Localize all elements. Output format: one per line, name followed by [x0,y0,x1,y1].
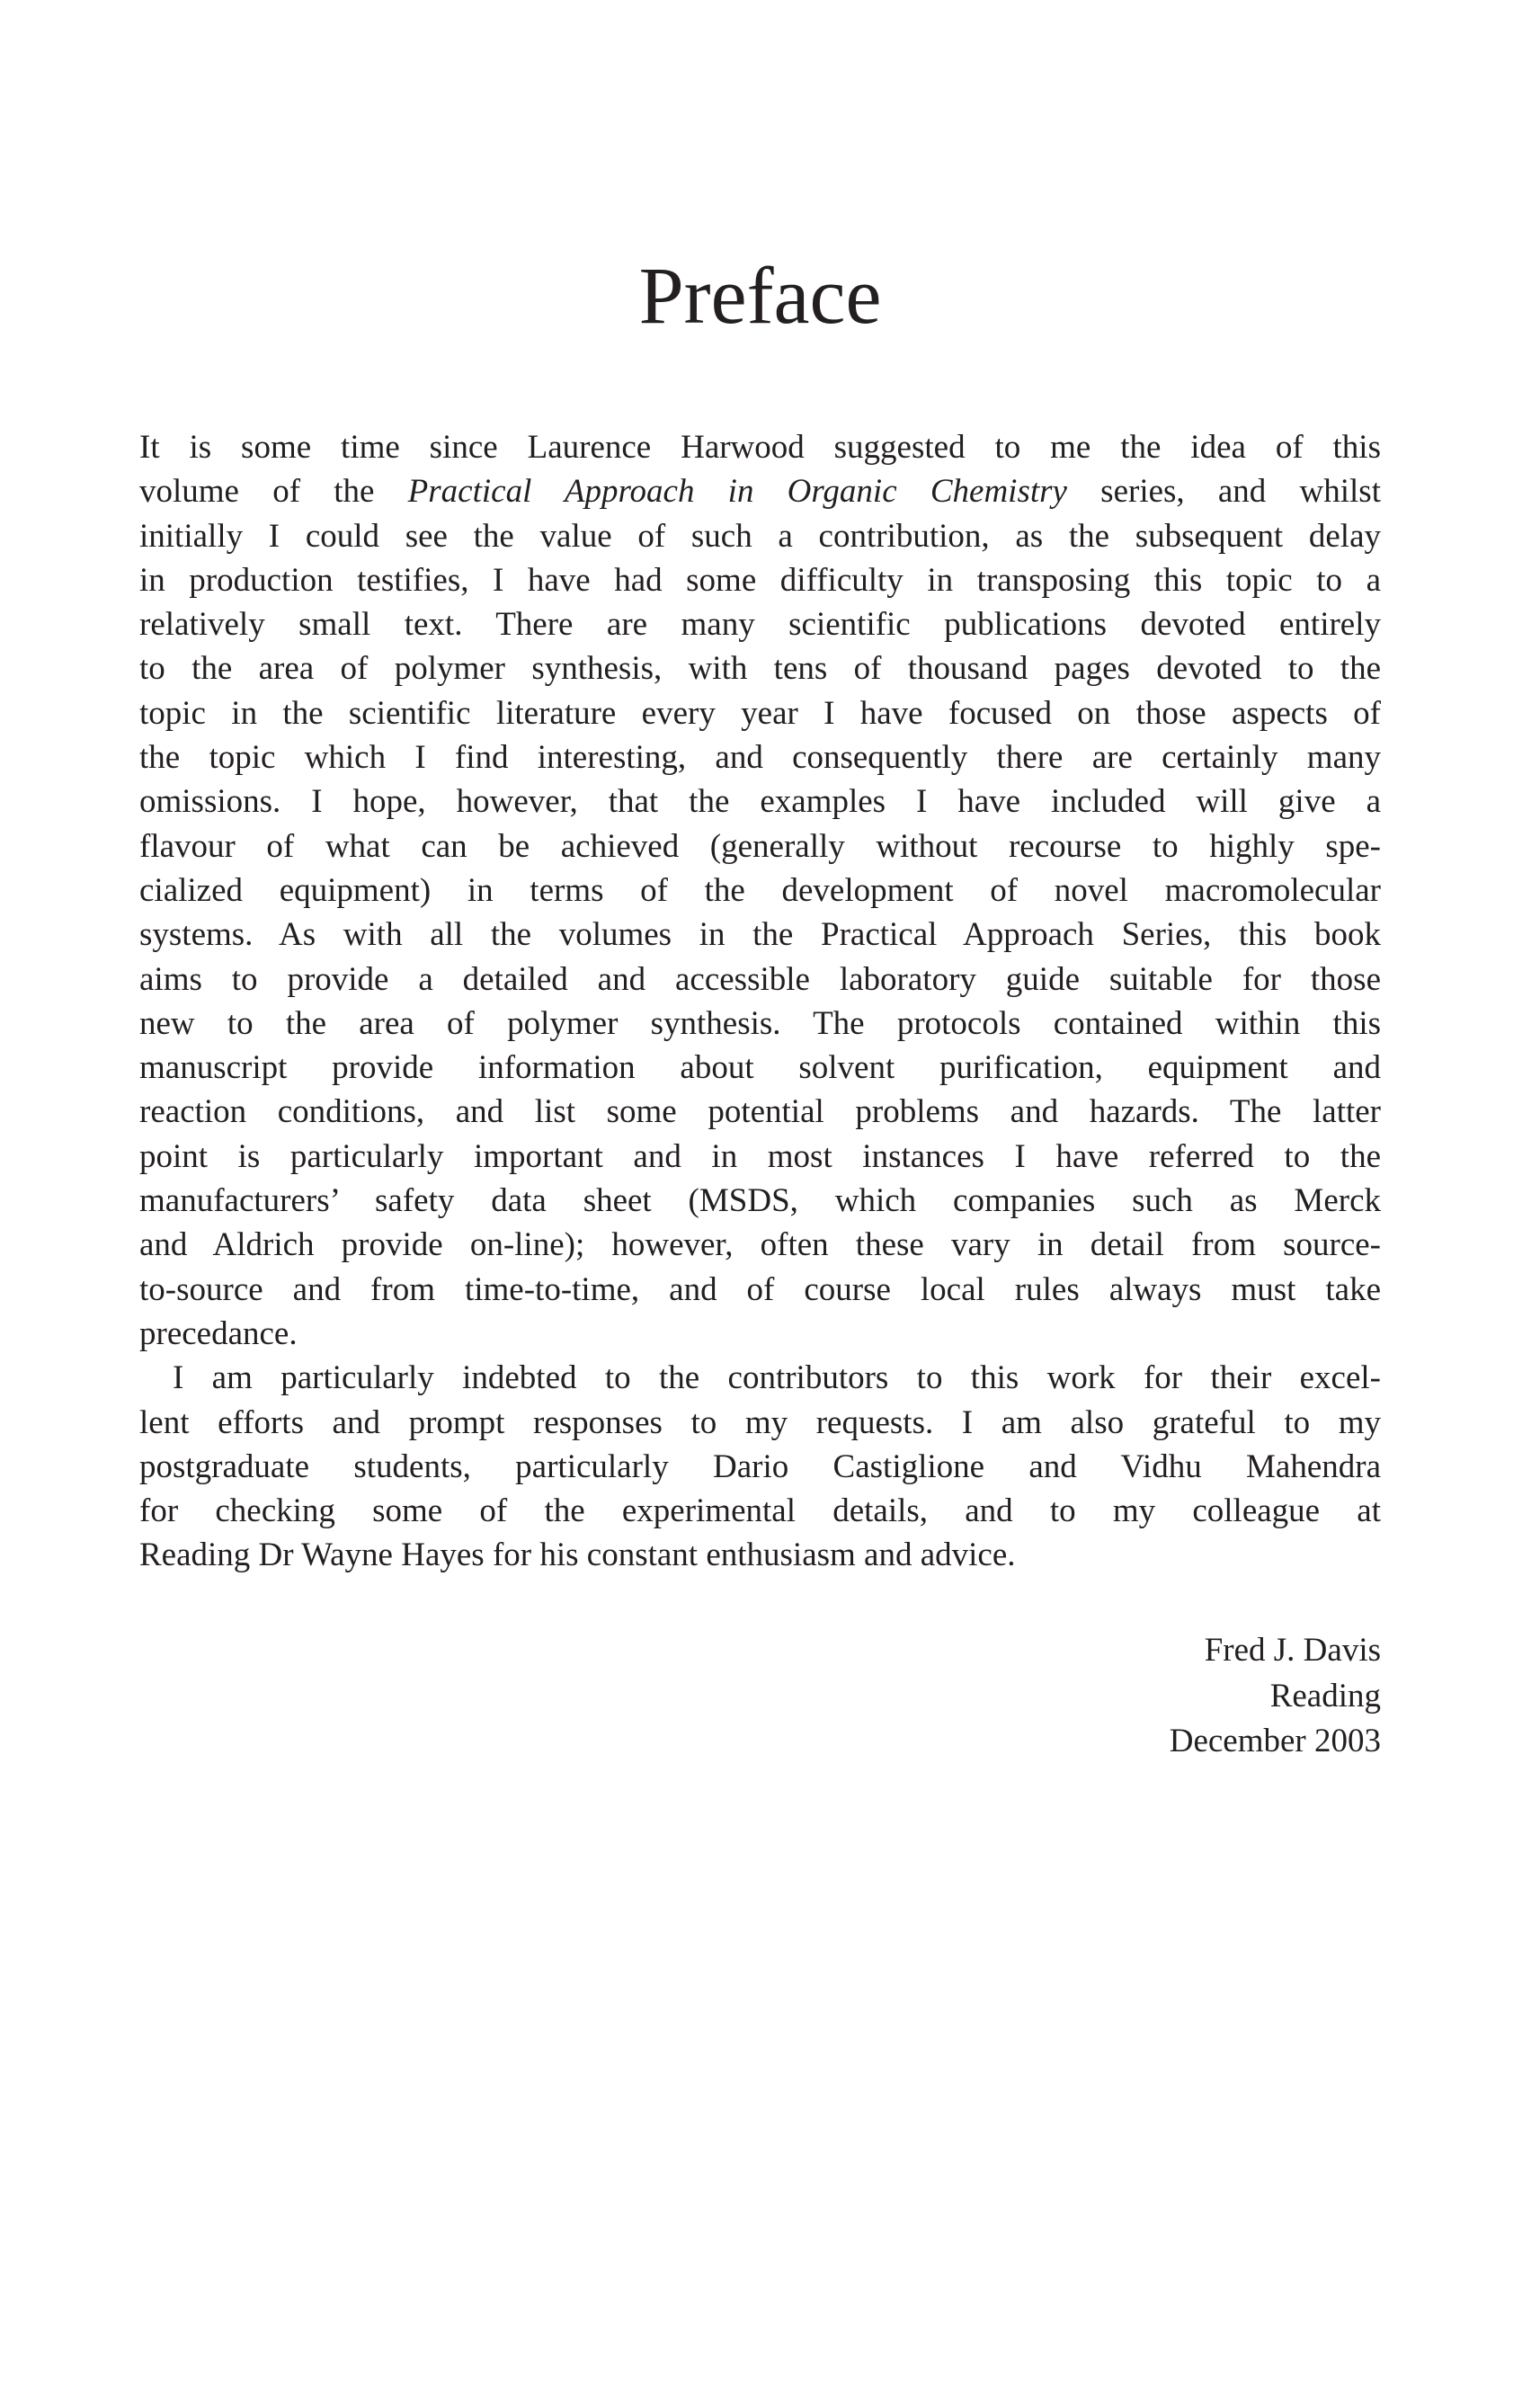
series-title: Practical Approach in Organic Chemistry [407,473,1067,511]
author-name: Fred J. Davis [1204,1632,1381,1669]
text-line: postgraduate students, particularly Dario Castiglione and Vidhu Mahendra [139,1447,1381,1485]
text-run: volume of the [139,473,408,511]
text-line: reaction conditions, and list some potential problems and hazards. The latter [139,1093,1381,1131]
text-line: aims to provide a detailed and accessible laboratory guide suitable for those [139,960,1381,998]
text-line: flavour of what can be achieved (generally without recourse to highly spe- [139,827,1381,865]
text-line: to-source and from time-to-time, and of course local rules always must take [139,1270,1381,1308]
text-line: to the area of polymer synthesis, with tens of thousand pages devoted to the [139,650,1381,688]
author-place: Reading [1269,1677,1381,1715]
text-line: cialized equipment) in terms of the development of novel macromolecular [139,871,1381,909]
text-line: new to the area of polymer synthesis. The protocols contained within this [139,1004,1381,1042]
text-line: omissions. I hope, however, that the examples I have included will give a [139,783,1381,821]
text-line: the topic which I find interesting, and consequently there are certainly many [139,739,1381,777]
text-line: relatively small text. There are many scientific publications devoted entirely [139,606,1381,644]
text-line: manufacturers’ safety data sheet (MSDS, which companies such as Merck [139,1182,1381,1220]
text-line: It is some time since Laurence Harwood suggested to me the idea of this [139,429,1381,466]
text-line: lent efforts and prompt responses to my requests. I am also grateful to my [139,1403,1381,1441]
preface-body [139,425,1381,1578]
signature-date: December 2003 [1169,1723,1381,1759]
text-line: I am particularly indebted to the contributors to this work for their excel- [173,1359,1381,1397]
text-line: Reading Dr Wayne Hayes for his constant enthusiasm and advice. [139,1536,1016,1574]
text-line: systems. As with all the volumes in the Practical Approach Series, this book [139,916,1381,954]
text-line [139,469,1381,513]
text-line: manuscript provide information about solvent purification, equipment and [139,1049,1381,1087]
signature-block [139,1628,1381,1765]
text-line: point is particularly important and in most instances I have referred to the [139,1137,1381,1175]
text-run: series, and whilst [1066,473,1381,511]
text-line: for checking some of the experimental details, and to my colleague at [139,1492,1381,1530]
text-line: precedance. [139,1314,298,1352]
text-line: initially I could see the value of such a contribution, as the subsequent delay [139,517,1381,555]
text-line: and Aldrich provide on-line); however, often these vary in detail from source- [139,1226,1381,1264]
text-line: in production testifies, I have had some difficulty in transposing this topic to a [139,561,1381,599]
page-title: Preface [638,252,882,341]
text-line: topic in the scientific literature every year I have focused on those aspects of [139,694,1381,732]
